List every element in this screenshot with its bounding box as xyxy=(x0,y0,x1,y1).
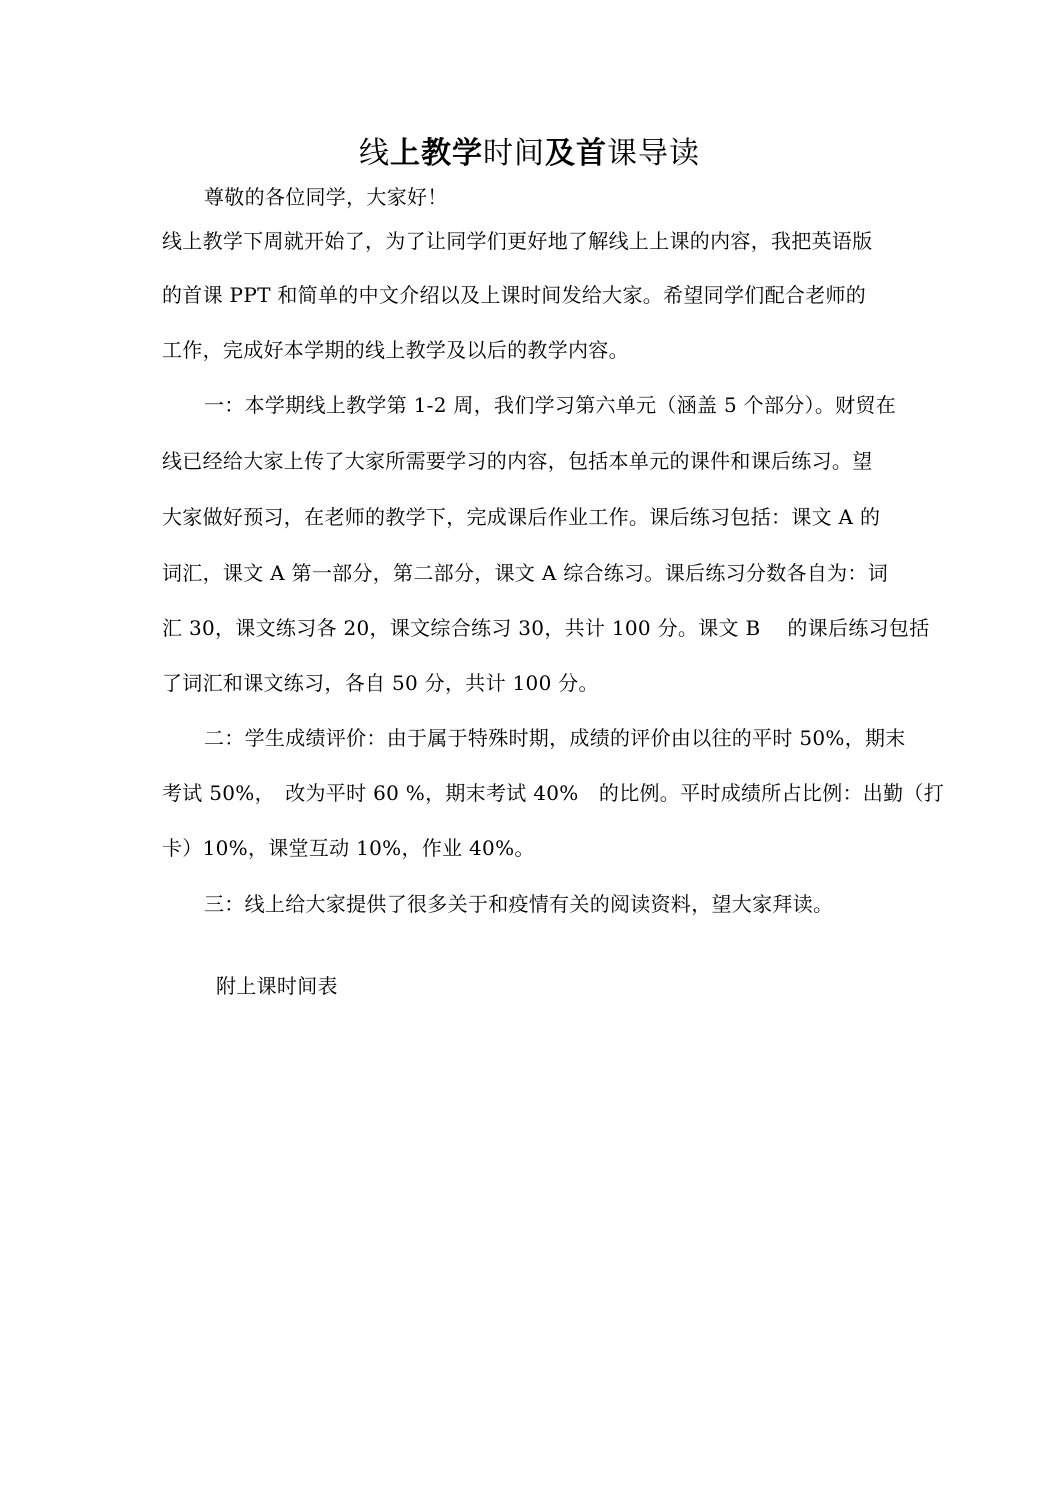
page-title xyxy=(0,134,1059,174)
greeting-line: 尊敬的各位同学，大家好！ xyxy=(204,185,448,209)
section2-line: 考试 50%， 改为平时 60 %，期末考试 40% 的比例。平时成绩所占比例：出勤（打 xyxy=(162,781,944,805)
attachment-note: 附上课时间表 xyxy=(216,974,338,998)
section1-line: 词汇，课文 A 第一部分，第二部分，课文 A 综合练习。课后练习分数各自为：词 xyxy=(162,561,889,585)
title-part-bold: 及首 xyxy=(545,136,607,171)
section3-line: 三：线上给大家提供了很多关于和疫情有关的阅读资料，望大家拜读。 xyxy=(204,892,834,916)
title-part: 课导读 xyxy=(607,136,700,171)
intro-line: 线上教学下周就开始了，为了让同学们更好地了解线上上课的内容，我把英语版 xyxy=(162,229,873,253)
section1-line: 大家做好预习，在老师的教学下，完成课后作业工作。课后练习包括：课文 A 的 xyxy=(162,505,881,529)
intro-line: 的首课 PPT 和简单的中文介绍以及上课时间发给大家。希望同学们配合老师的 xyxy=(162,283,867,307)
section1-line: 汇 30，课文练习各 20，课文综合练习 30，共计 100 分。课文 B 的课后练习包括 xyxy=(162,616,930,640)
section2-line: 卡）10%，课堂互动 10%，作业 40%。 xyxy=(162,836,535,860)
title-part-bold: 上教学 xyxy=(390,136,483,171)
section1-line: 了词汇和课文练习，各自 50 分，共计 100 分。 xyxy=(162,671,599,695)
intro-line: 工作，完成好本学期的线上教学及以后的教学内容。 xyxy=(162,338,629,362)
title-part: 线 xyxy=(359,136,390,171)
section1-line: 一：本学期线上教学第 1-2 周，我们学习第六单元（涵盖 5 个部分）。财贸在 xyxy=(204,393,897,417)
title-part: 时间 xyxy=(483,136,545,171)
section1-line: 线已经给大家上传了大家所需要学习的内容，包括本单元的课件和课后练习。望 xyxy=(162,449,873,473)
section2-line: 二：学生成绩评价：由于属于特殊时期，成绩的评价由以往的平时 50%，期末 xyxy=(204,726,906,750)
